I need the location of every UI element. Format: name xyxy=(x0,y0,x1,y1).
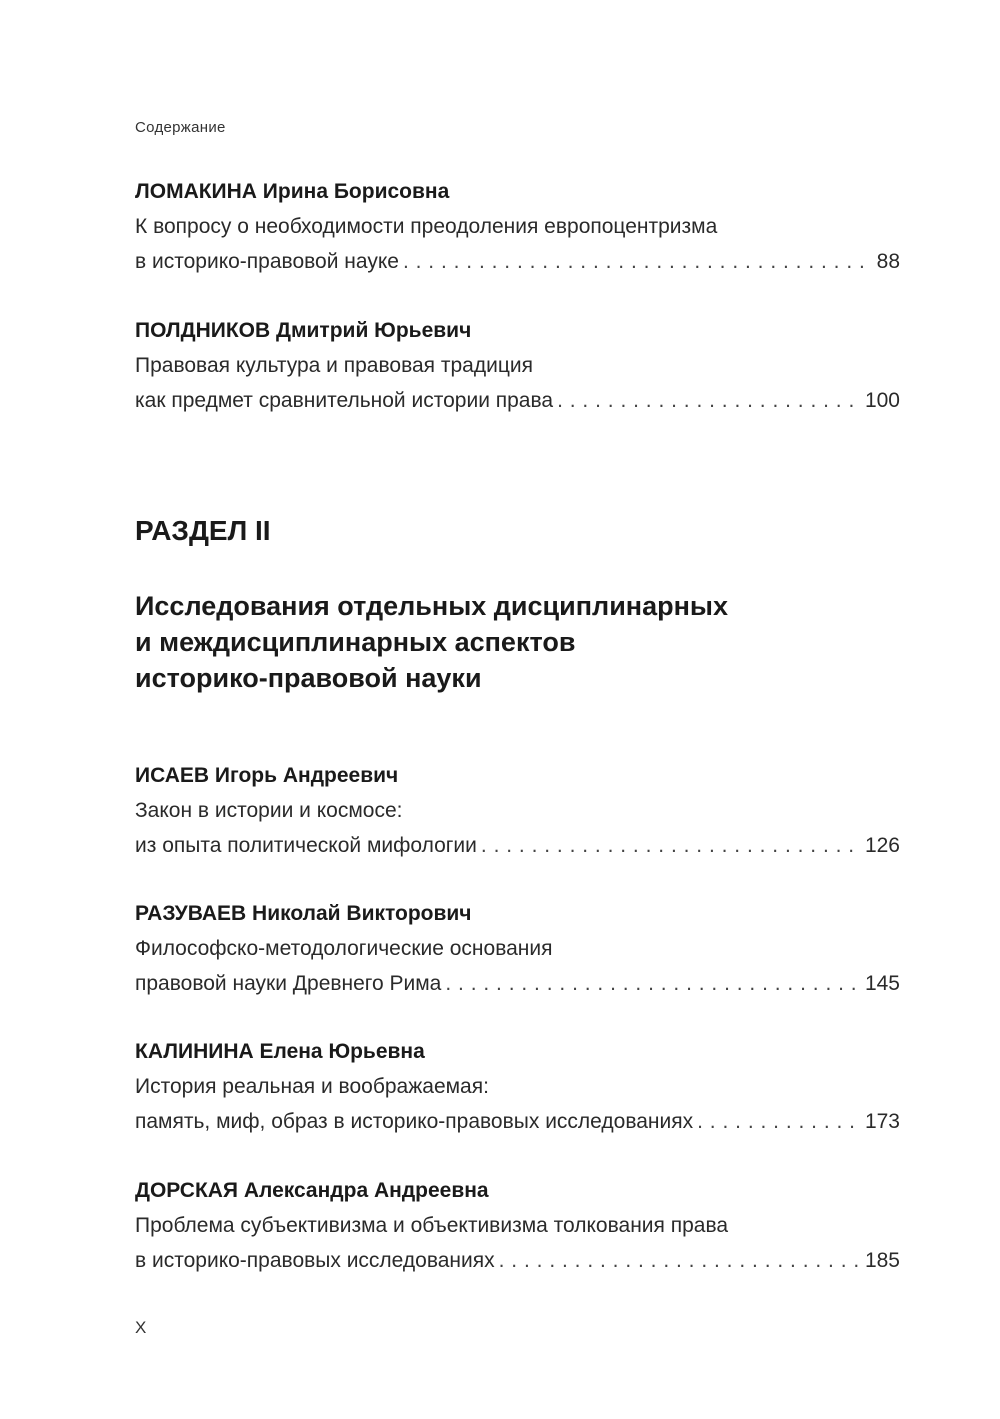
entry-page-number: 173 xyxy=(864,1110,900,1133)
entry-title-line: Правовая культура и правовая традиция xyxy=(135,354,533,377)
entry-title-line: Философско-методологические основания xyxy=(135,937,553,960)
entry-author: ИСАЕВ Игорь Андреевич xyxy=(135,764,399,787)
toc-entry[interactable] xyxy=(135,758,900,863)
entry-title-line: Проблема субъективизма и объективизма толкования права xyxy=(135,1214,729,1237)
section-label: РАЗДЕЛ II xyxy=(135,515,271,546)
entry-page-number: 88 xyxy=(876,250,900,273)
section-title-line: Исследования отдельных дисциплинарных xyxy=(135,591,728,621)
dot-leader xyxy=(499,1243,861,1278)
entry-title-leader-line xyxy=(135,966,900,1001)
section-title xyxy=(135,588,835,696)
toc-entry[interactable] xyxy=(135,1034,900,1139)
entry-author: ЛОМАКИНА Ирина Борисовна xyxy=(135,180,450,203)
entry-page-number: 185 xyxy=(864,1249,900,1272)
entry-author: ДОРСКАЯ Александра Андреевна xyxy=(135,1179,489,1202)
entry-title-leader-line xyxy=(135,244,900,279)
entry-author: ПОЛДНИКОВ Дмитрий Юрьевич xyxy=(135,319,472,342)
entry-page-number: 100 xyxy=(864,389,900,412)
dot-leader xyxy=(445,966,861,1001)
dot-leader xyxy=(557,383,861,418)
running-header: Содержание xyxy=(135,119,226,136)
entry-title-line: в историко-правовых исследованиях xyxy=(135,1249,495,1272)
entry-title-leader-line xyxy=(135,828,900,863)
entry-title-leader-line xyxy=(135,383,900,418)
entry-page-number: 126 xyxy=(864,834,900,857)
entry-title-line: как предмет сравнительной истории права xyxy=(135,389,554,412)
entry-author: РАЗУВАЕВ Николай Викторович xyxy=(135,902,472,925)
entry-title-leader-line xyxy=(135,1104,900,1139)
entry-page-number: 145 xyxy=(864,972,900,995)
toc-entry[interactable] xyxy=(135,896,900,1001)
toc-entry[interactable] xyxy=(135,313,900,418)
section-title-line: и междисциплинарных аспектов xyxy=(135,627,576,657)
toc-entry[interactable] xyxy=(135,1173,900,1278)
entry-title-line: из опыта политической мифологии xyxy=(135,834,477,857)
entry-author: КАЛИНИНА Елена Юрьевна xyxy=(135,1040,425,1063)
entry-title-line: История реальная и воображаемая: xyxy=(135,1075,489,1098)
entry-title-line: К вопросу о необходимости преодоления европоцентризма xyxy=(135,215,718,238)
entry-title-line: память, миф, образ в историко-правовых исследованиях xyxy=(135,1110,694,1133)
toc-entry[interactable] xyxy=(135,174,900,279)
entry-title-line: в историко-правовой науке xyxy=(135,250,399,273)
entry-title-line: Закон в истории и космосе: xyxy=(135,799,403,822)
entry-title-leader-line xyxy=(135,1243,900,1278)
page-folio: X xyxy=(135,1318,147,1337)
dot-leader xyxy=(403,244,873,279)
dot-leader xyxy=(697,1104,861,1139)
dot-leader xyxy=(481,828,861,863)
section-title-line: историко-правовой науки xyxy=(135,663,482,693)
entry-title-line: правовой науки Древнего Рима xyxy=(135,972,442,995)
